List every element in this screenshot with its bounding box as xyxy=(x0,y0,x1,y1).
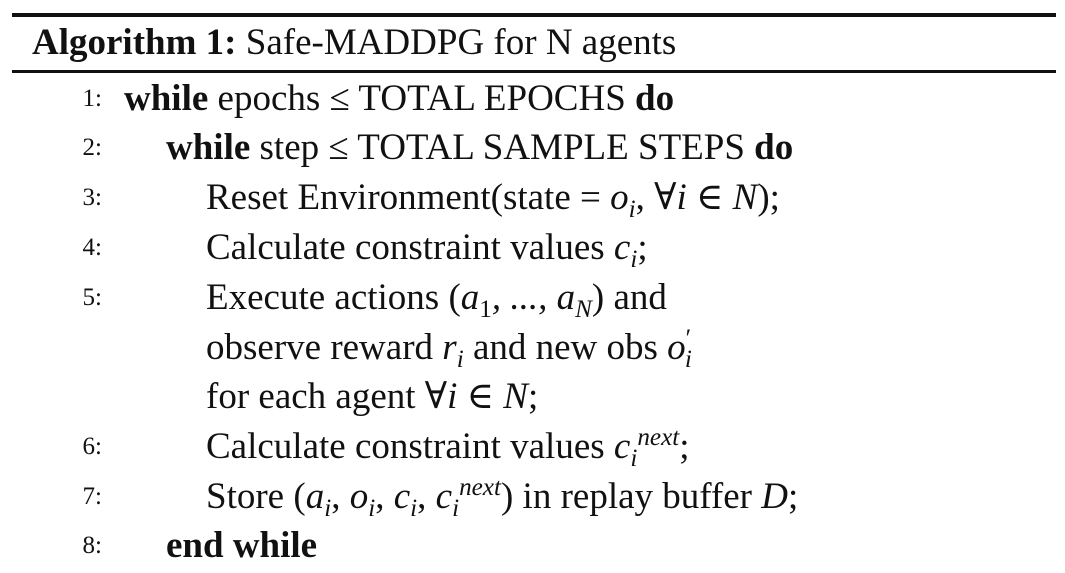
subscript-i: i xyxy=(684,346,692,374)
subscript-i: i xyxy=(452,495,460,523)
math-c: c xyxy=(435,476,453,517)
math-forall: , ∀ xyxy=(635,177,677,218)
statement-text: Execute actions ( xyxy=(206,277,461,318)
subscript-i: i xyxy=(456,346,464,374)
algorithm-caption xyxy=(32,20,676,66)
statement-text: Reset Environment(state = xyxy=(206,177,611,218)
line-number: 5: xyxy=(82,284,102,311)
line-number: 4: xyxy=(82,234,102,261)
line-content xyxy=(206,274,667,322)
math-o: o xyxy=(667,327,686,368)
line-content xyxy=(206,224,648,272)
subscript-i: i xyxy=(630,445,638,473)
subscript-i: i xyxy=(630,246,638,274)
statement-end: ; xyxy=(787,476,799,517)
line-content xyxy=(206,324,692,372)
statement-end: ; xyxy=(637,227,648,268)
line-number: 8: xyxy=(82,532,102,559)
line-number: 6: xyxy=(82,433,102,460)
line-content xyxy=(206,373,538,421)
statement-text: Store ( xyxy=(206,476,306,517)
line-number: 7: xyxy=(82,483,102,510)
superscript-next: next xyxy=(459,474,501,502)
line-number: 2: xyxy=(82,134,102,161)
math-D: D xyxy=(761,476,788,517)
math-comma: , xyxy=(331,476,350,517)
statement-text: Calculate constraint values xyxy=(206,426,614,467)
subscript-i: i xyxy=(410,495,418,523)
top-rule xyxy=(12,13,1056,17)
subscript-1: 1 xyxy=(479,296,492,324)
math-a: a xyxy=(556,277,576,318)
subscript-i: i xyxy=(628,196,636,224)
algorithm-label: Algorithm 1: xyxy=(32,22,237,63)
algorithm-title: Safe-MADDPG for N agents xyxy=(245,22,677,63)
math-i: i xyxy=(676,177,687,218)
line-content xyxy=(124,75,674,123)
line-content xyxy=(206,423,690,471)
statement-text: ) and xyxy=(591,277,667,318)
statement-text: observe reward xyxy=(206,327,443,368)
line-content xyxy=(206,473,798,521)
statement-text: for each agent ∀ xyxy=(206,376,448,417)
statement-end: ; xyxy=(527,376,539,417)
prime-mark: ′ xyxy=(685,325,692,353)
math-in: ∈ xyxy=(457,376,504,417)
statement-text: Calculate constraint values xyxy=(206,227,614,268)
math-o: o xyxy=(349,476,369,517)
math-comma: , xyxy=(375,476,394,517)
statement-end: ); xyxy=(757,177,780,218)
math-comma: , xyxy=(417,476,436,517)
math-c: c xyxy=(393,476,411,517)
line-content xyxy=(166,522,317,570)
math-c: c xyxy=(613,426,631,467)
caption-rule xyxy=(12,70,1056,73)
subscript-N: N xyxy=(575,296,592,324)
statement-end: ; xyxy=(679,426,690,467)
math-N: N xyxy=(732,177,758,218)
math-r: r xyxy=(442,327,457,368)
superscript-next: next xyxy=(637,424,680,452)
math-N: N xyxy=(503,376,528,417)
line-number: 1: xyxy=(82,85,102,112)
statement-text: ) in replay buffer xyxy=(500,476,762,517)
line-number: 3: xyxy=(82,184,102,211)
statement-text: and new obs xyxy=(463,327,668,368)
keyword-while: while xyxy=(166,127,251,168)
keyword-while: while xyxy=(124,78,209,119)
keyword-end-while: end while xyxy=(166,525,318,566)
subscript-i: i xyxy=(324,495,332,523)
math-in: ∈ xyxy=(686,177,733,218)
line-content xyxy=(206,174,780,222)
math-dots: , ..., xyxy=(491,277,557,318)
subscript-i: i xyxy=(368,495,376,523)
loop-condition: step ≤ TOTAL SAMPLE STEPS xyxy=(259,127,745,168)
math-i: i xyxy=(447,376,458,417)
math-a: a xyxy=(460,277,480,318)
keyword-do: do xyxy=(754,127,794,168)
math-c: c xyxy=(613,227,631,268)
line-content xyxy=(166,124,793,172)
math-o: o xyxy=(610,177,629,218)
loop-condition: epochs ≤ TOTAL EPOCHS xyxy=(217,78,626,119)
math-a: a xyxy=(305,476,325,517)
keyword-do: do xyxy=(635,78,675,119)
